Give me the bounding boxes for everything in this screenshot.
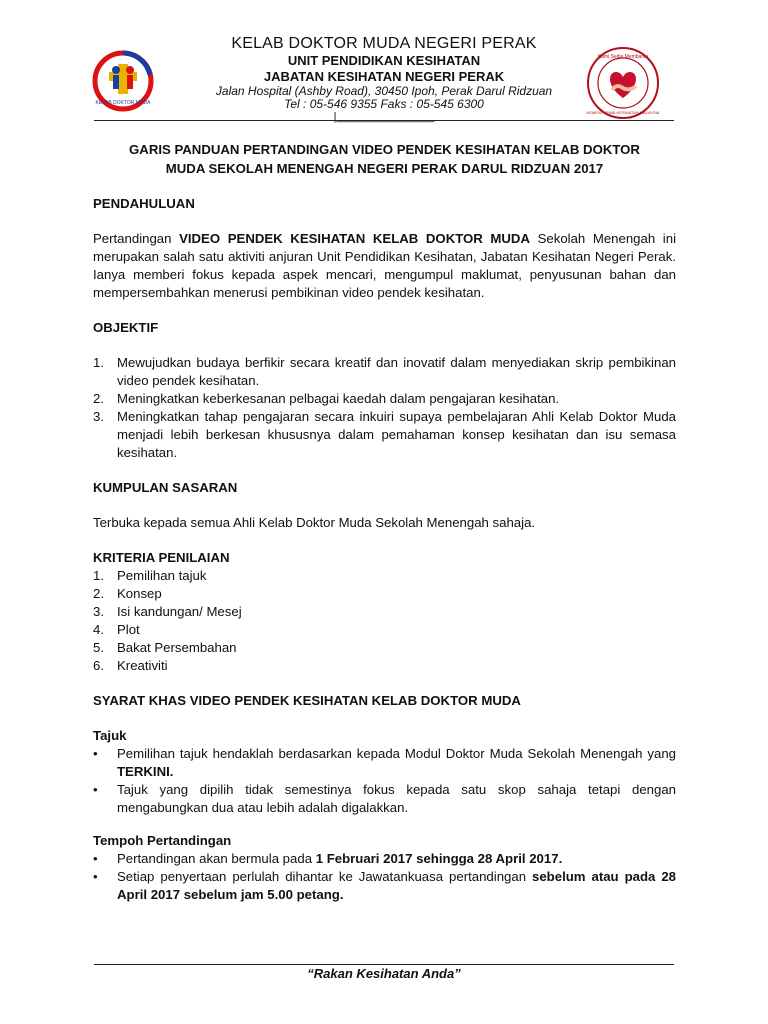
section-heading-kumpulan-sasaran: KUMPULAN SASARAN xyxy=(93,480,238,495)
list-item: 2. Meningkatkan keberkesanan pelbagai kaedah dalam pengajaran kesihatan. xyxy=(93,391,560,406)
footer-slogan: “Rakan Kesihatan Anda” xyxy=(307,966,461,981)
list-item: 1. Pemilihan tajuk xyxy=(93,568,207,583)
tajuk-list xyxy=(93,745,676,817)
kumpulan-sasaran-text: Terbuka kepada semua Ahli Kelab Doktor Muda Sekolah Menengah sahaja. xyxy=(93,515,536,530)
list-item: 3. Isi kandungan/ Mesej xyxy=(93,604,242,619)
footer-divider xyxy=(94,964,674,965)
unit-name: UNIT PENDIDIKAN KESIHATAN xyxy=(287,53,481,68)
svg-text:KELAB DOKTOR MUDA: KELAB DOKTOR MUDA xyxy=(95,100,151,106)
list-item: • Setiap penyertaan perlulah dihantar ke Jawatankuasa pertandingan sebelum atau pada 28 April 2017 sebelum jam 5.00 petang. xyxy=(93,869,677,902)
list-item: • Pertandingan akan bermula pada 1 Februari 2017 sehingga 28 April 2017. xyxy=(93,851,563,866)
tempoh-list xyxy=(93,850,676,904)
objektif-list xyxy=(93,354,676,462)
address: Jalan Hospital (Ashby Road), 30450 Ipoh, Perak Darul Ridzuan xyxy=(215,84,553,98)
phone-fax: Tel : 05-546 9355 Faks : 05-545 6300 xyxy=(284,97,484,111)
subheading-tempoh: Tempoh Pertandingan xyxy=(93,833,232,848)
kelab-doktor-muda-logo xyxy=(92,50,154,112)
letterhead xyxy=(0,28,768,128)
kriteria-list xyxy=(93,567,676,675)
list-item: • Pemilihan tajuk hendaklah berdasarkan kepada Modul Doktor Muda Sekolah Menengah yang TERKINI. xyxy=(93,746,676,779)
list-item: 4. Plot xyxy=(93,622,140,637)
document-body xyxy=(93,140,676,904)
org-name: KELAB DOKTOR MUDA NEGERI PERAK xyxy=(231,35,537,52)
subheading-tajuk: Tajuk xyxy=(93,728,127,743)
svg-text:Kami Sedia Membantu: Kami Sedia Membantu xyxy=(597,54,649,60)
kementerian-kesihatan-logo xyxy=(586,46,660,120)
signature-line: |________________ xyxy=(333,111,435,123)
svg-text:KEMENTERIAN KESIHATAN MALAYSIA: KEMENTERIAN KESIHATAN MALAYSIA xyxy=(586,110,660,115)
department-name: JABATAN KESIHATAN NEGERI PERAK xyxy=(263,69,505,84)
header-divider xyxy=(94,120,674,121)
list-item: 2. Konsep xyxy=(93,586,162,601)
section-heading-syarat-khas: SYARAT KHAS VIDEO PENDEK KESIHATAN KELAB DOKTOR MUDA xyxy=(93,693,521,708)
pendahuluan-paragraph: Pertandingan VIDEO PENDEK KESIHATAN KELAB DOKTOR MUDA Sekolah Menengah ini merupakan salah satu aktiviti anjuran Unit Pendidikan Kesihatan, Jabatan Kesihatan Negeri Perak. Ianya memberi fokus kepada aspek mencari, mengumpul maklumat, penyusunan bahan dan mempersembahkan menerusi pembikinan video pendek kesihatan. xyxy=(93,231,676,300)
list-item: 6. Kreativiti xyxy=(93,658,168,673)
section-heading-kriteria: KRITERIA PENILAIAN xyxy=(93,550,230,565)
list-item: • Tajuk yang dipilih tidak semestinya fokus kepada satu skop sahaja tetapi dengan mengabungkan dua atau lebih adalah digalakkan. xyxy=(93,782,676,815)
list-item: 3. Meningkatkan tahap pengajaran secara inkuiri supaya pembelajaran Ahli Kelab Doktor Muda menjadi lebih berkesan khususnya dalam pemahaman konsep kesihatan dan isu semasa kesihatan. xyxy=(93,409,676,460)
section-heading-pendahuluan: PENDAHULUAN xyxy=(93,196,195,211)
section-heading-objektif: OBJEKTIF xyxy=(93,320,159,335)
list-item: 1. Mewujudkan budaya berfikir secara kreatif dan inovatif dalam menyediakan skrip pembikinan video pendek kesihatan. xyxy=(93,355,676,388)
list-item: 5. Bakat Persembahan xyxy=(93,640,237,655)
document-title: GARIS PANDUAN PERTANDINGAN VIDEO PENDEK KESIHATAN KELAB DOKTOR MUDA SEKOLAH MENENGAH NEGERI PERAK DARUL RIDZUAN 2017 xyxy=(129,142,640,176)
